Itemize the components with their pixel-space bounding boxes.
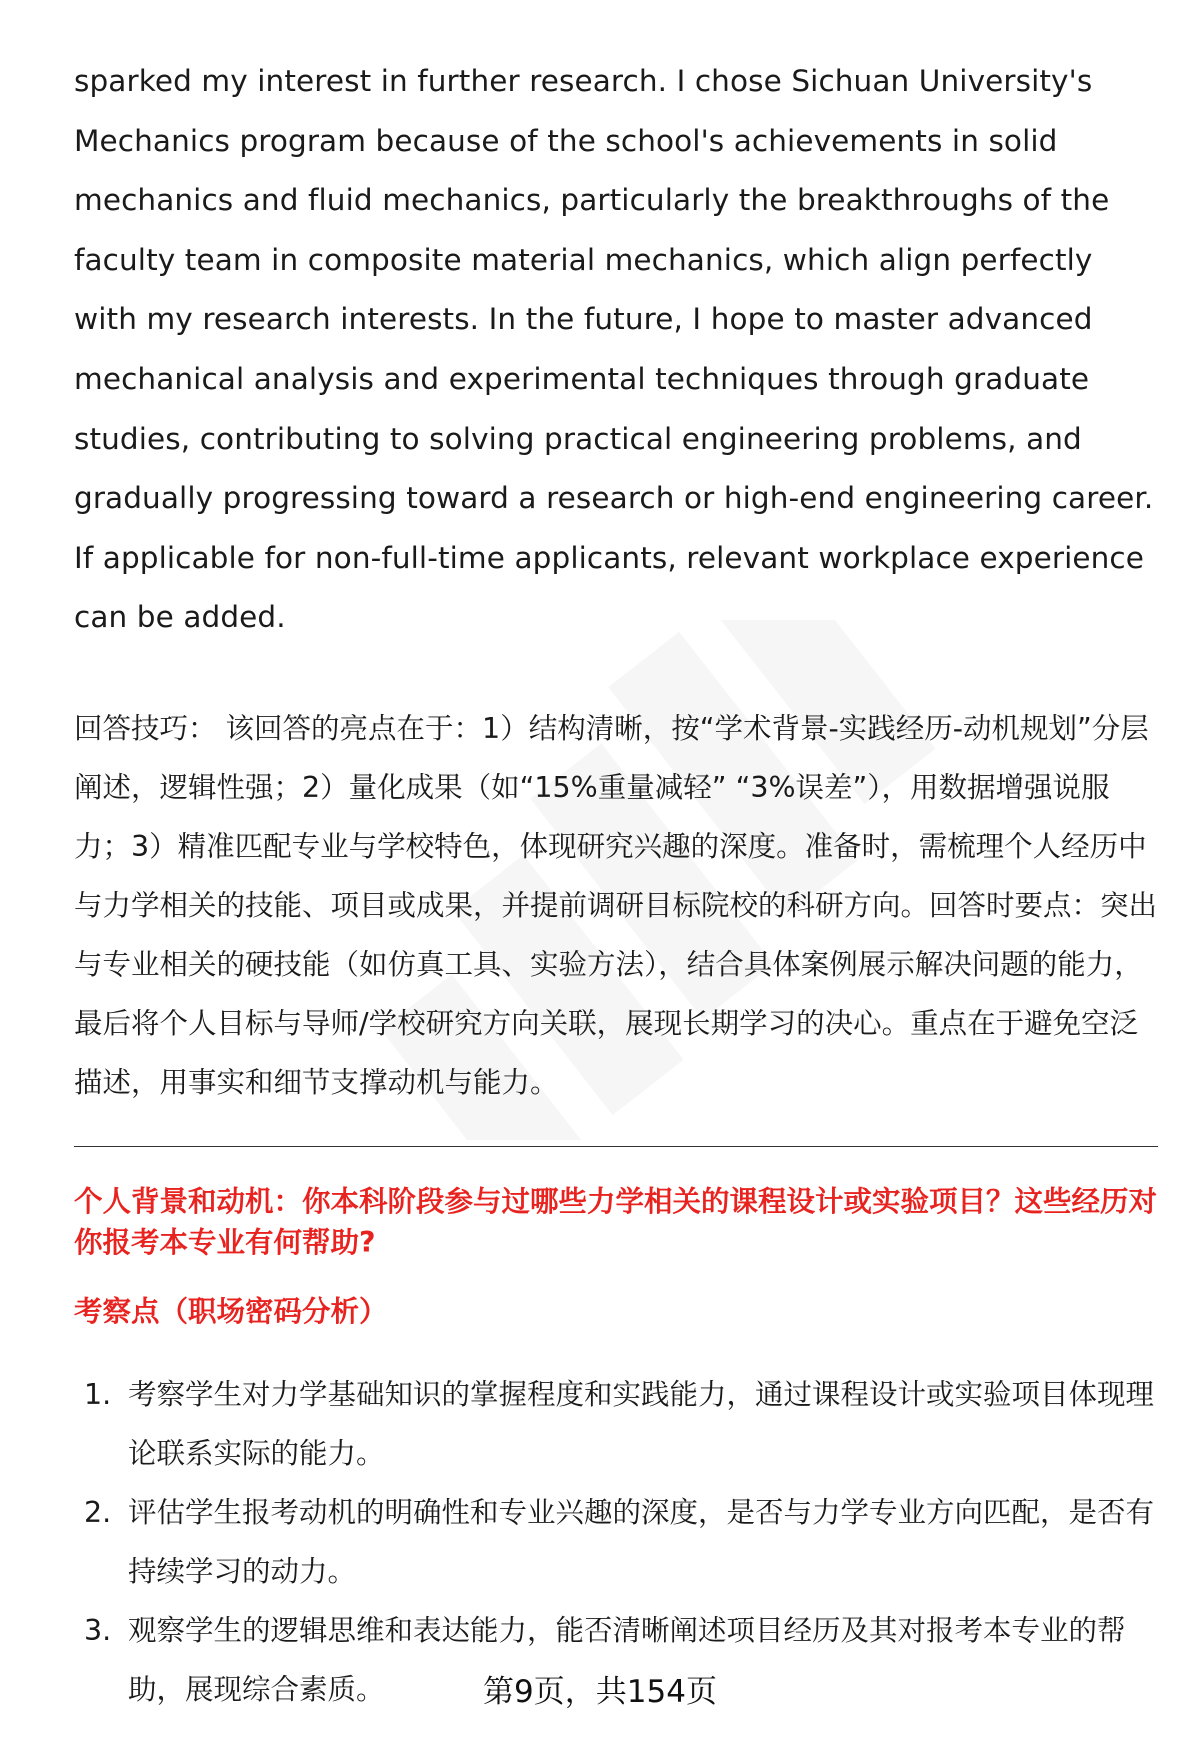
list-item-text: 评估学生报考动机的明确性和专业兴趣的深度，是否与力学专业方向匹配，是否有持续学习的动力。 (128, 1495, 1155, 1588)
list-item-text: 观察学生的逻辑思维和表达能力，能否清晰阐述项目经历及其对报考本专业的帮助，展现综合素质。 (128, 1613, 1126, 1706)
answer-tips-paragraph: 回答技巧： 该回答的亮点在于：1）结构清晰，按“学术背景-实践经历-动机规划”分层阐述，逻辑性强；2）量化成果（如“15%重量减轻” “3%误差”），用数据增强说服力；3）精准匹配专业与学校特色，体现研究兴趣的深度。准备时，需梳理个人经历中与力学相关的技能、项目或成果，并提前调研目标院校的科研方向。回答时要点：突出与专业相关的硬技能（如仿真工具、实验方法），结合具体案例展示解决问题的能力，最后将个人目标与导师/学校研究方向关联，展现长期学习的决心。重点在于避免空泛描述，用事实和细节支撑动机与能力。 (74, 711, 1158, 1099)
list-item-number: 1. (84, 1377, 112, 1411)
list-item-text: 考察学生对力学基础知识的掌握程度和实践能力，通过课程设计或实验项目体现理论联系实际的能力。 (128, 1377, 1155, 1470)
english-answer-paragraph: sparked my interest in further research. I chose Sichuan University's Mechanics program because of the school's achievements in solid mechanics and fluid mechanics, particularly the breakthroughs of the faculty team in composite material mechanics, which align perfectly with my research interests. In the future, I hope to master advanced mechanical analysis and experimental techniques through graduate studies, contributing to solving practical engineering problems, and gradually progressing toward a research or high-end engineering career. If applicable for non-full-time applicants, relevant workplace experience can be added. (74, 64, 1154, 635)
list-item (74, 1365, 1160, 1483)
analysis-points-list (74, 1365, 1160, 1719)
analysis-heading: 考察点（职场密码分析） (74, 1294, 388, 1328)
list-item-number: 3. (84, 1613, 112, 1647)
page-content (74, 52, 1160, 1719)
list-item-number: 2. (84, 1495, 112, 1529)
section-divider (74, 1146, 1158, 1147)
list-item (74, 1483, 1160, 1601)
question-heading: 个人背景和动机：你本科阶段参与过哪些力学相关的课程设计或实验项目？这些经历对你报考本专业有何帮助? (74, 1184, 1158, 1259)
page-footer: 第9页，共154页 (483, 1674, 717, 1710)
